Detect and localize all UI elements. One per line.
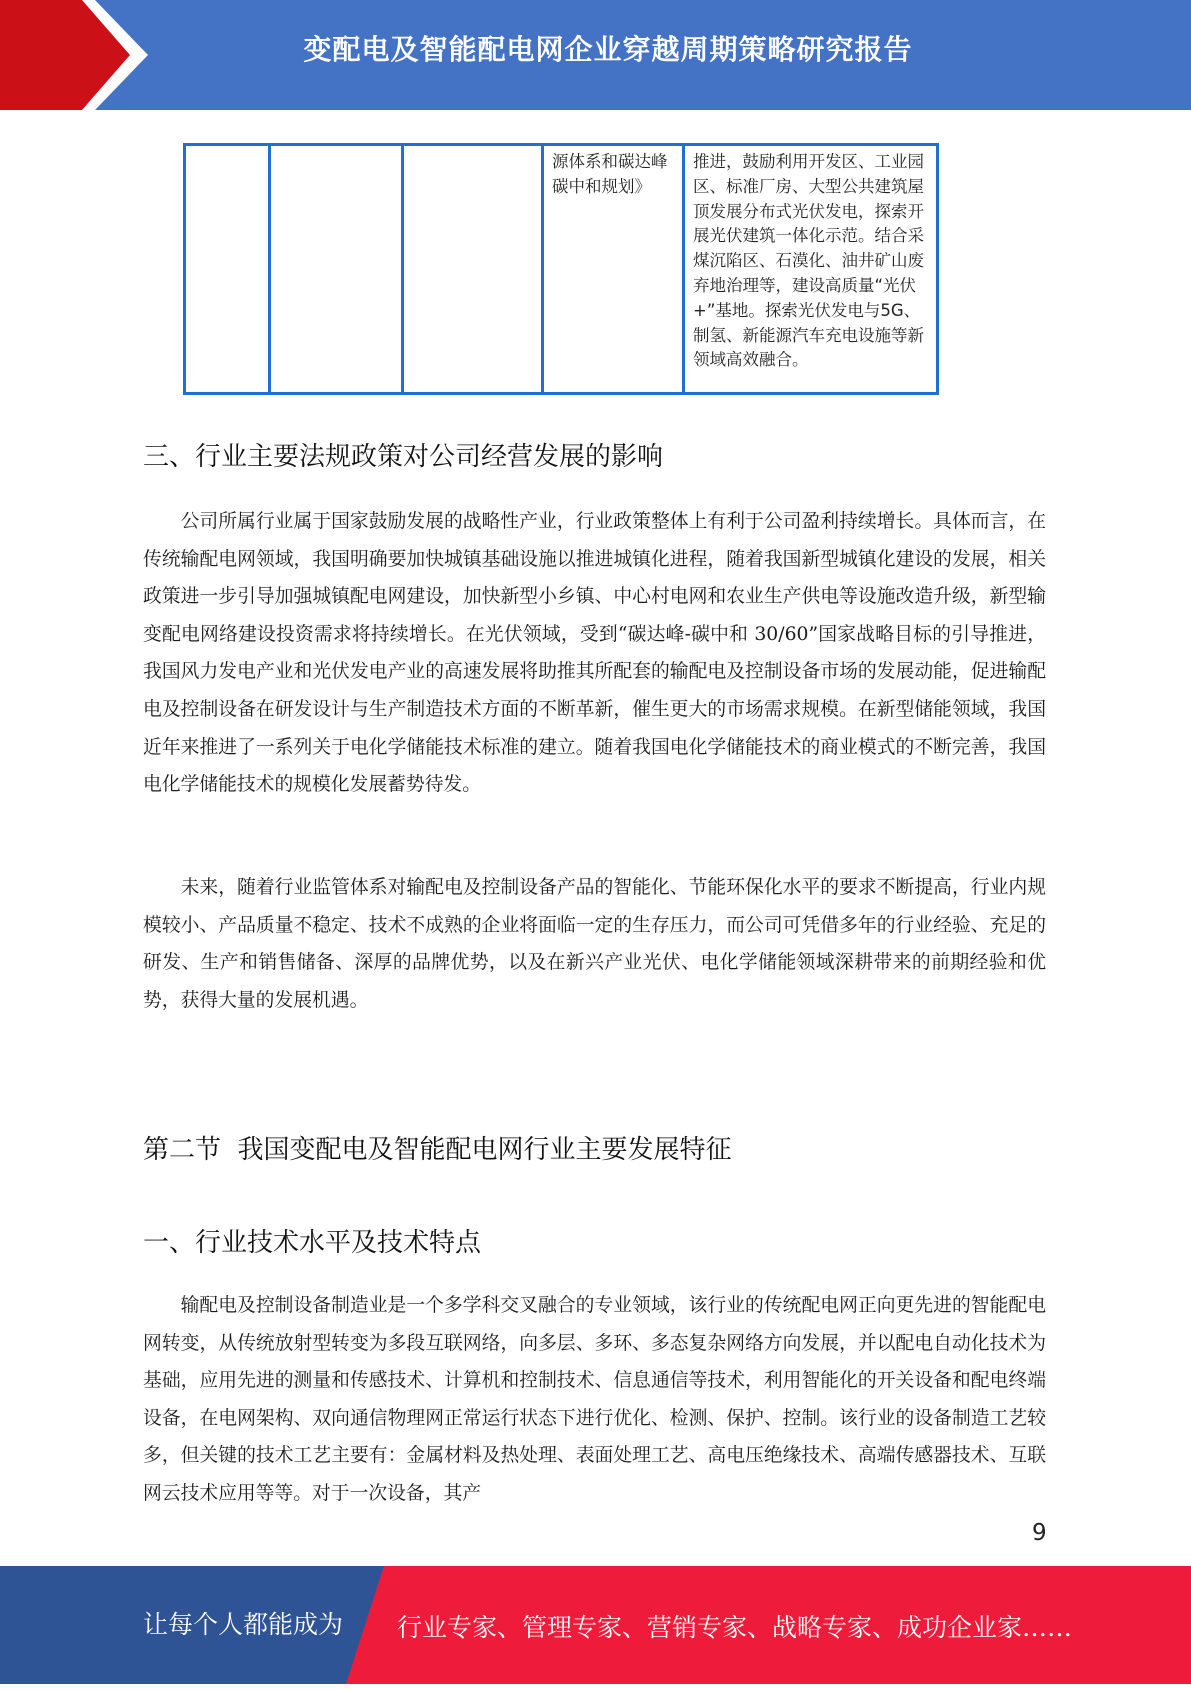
footer-slogan-right: 行业专家、管理专家、营销专家、战略专家、成功企业家…… [397, 1613, 1073, 1642]
section-heading: 三、行业主要法规政策对公司经营发展的影响 [143, 442, 664, 472]
table-cell [403, 145, 543, 394]
table-row [185, 145, 938, 394]
page-number: 9 [1032, 1520, 1047, 1546]
report-title: 变配电及智能配电网企业穿越周期策略研究报告 [303, 33, 913, 66]
table-cell-policy-name: 源体系和碳达峰碳中和规划》 [543, 145, 684, 394]
policy-table-fragment [183, 143, 936, 395]
footer-slogan-left: 让每个人都能成为 [143, 1610, 344, 1639]
table-cell [185, 145, 270, 394]
body-paragraph: 公司所属行业属于国家鼓励发展的战略性产业，行业政策整体上有利于公司盈利持续增长。具体而言，在传统输配电网领域，我国明确要加快城镇基础设施以推进城镇化进程，随着我国新型城镇化建设的发展，相关政策进一步引导加强城镇配电网建设，加快新型小乡镇、中心村电网和农业生产供电等设施改造升级，新型输变配电网络建设投资需求将持续增长。在光伏领域，受到“碳达峰-碳中和 30/60”国家战略目标的引导推进，我国风力发电产业和光伏发电产业的高速发展将助推其所配套的输配电及控制设备市场的发展动能，促进输配电及控制设备在研发设计与生产制造技术方面的不断革新，催生更大的市场需求规模。在新型储能领域，我国近年来推进了一系列关于电化学储能技术标准的建立。随着我国电化学储能技术的商业模式的不断完善，我国电化学储能技术的规模化发展蓄势待发。 [143, 511, 1046, 796]
page-footer [0, 1566, 1191, 1684]
subsection-heading: 一、行业技术水平及技术特点 [143, 1228, 482, 1258]
table-cell-policy-content: 推进，鼓励利用开发区、工业园区、标准厂房、大型公共建筑屋顶发展分布式光伏发电，探索开展光伏建筑一体化示范。结合采煤沉陷区、石漠化、油井矿山废弃地治理等，建设高质量“光伏+”基地。探索光伏发电与5G、制氢、新能源汽车充电设施等新领域高效融合。 [684, 145, 938, 394]
body-paragraph: 输配电及控制设备制造业是一个多学科交叉融合的专业领域，该行业的传统配电网正向更先进的智能配电网转变，从传统放射型转变为多段互联网络，向多层、多环、多态复杂网络方向发展，并以配电自动化技术为基础，应用先进的测量和传感技术、计算机和控制技术、信息通信等技术，利用智能化的开关设备和配电终端设备，在电网架构、双向通信物理网正常运行状态下进行优化、检测、保护、控制。该行业的设备制造工艺较多，但关键的技术工艺主要有：金属材料及热处理、表面处理工艺、高电压绝缘技术、高端传感器技术、互联网云技术应用等等。对于一次设备，其产 [143, 1295, 1046, 1504]
body-paragraph: 未来，随着行业监管体系对输配电及控制设备产品的智能化、节能环保化水平的要求不断提高，行业内规模较小、产品质量不稳定、技术不成熟的企业将面临一定的生存压力，而公司可凭借多年的行业经验、充足的研发、生产和销售储备、深厚的品牌优势，以及在新兴产业光伏、电化学储能领域深耕带来的前期经验和优势，获得大量的发展机遇。 [143, 877, 1046, 1011]
page-header [0, 0, 1191, 110]
table-cell [270, 145, 403, 394]
chapter-section-heading: 第二节 我国变配电及智能配电网行业主要发展特征 [143, 1135, 732, 1165]
